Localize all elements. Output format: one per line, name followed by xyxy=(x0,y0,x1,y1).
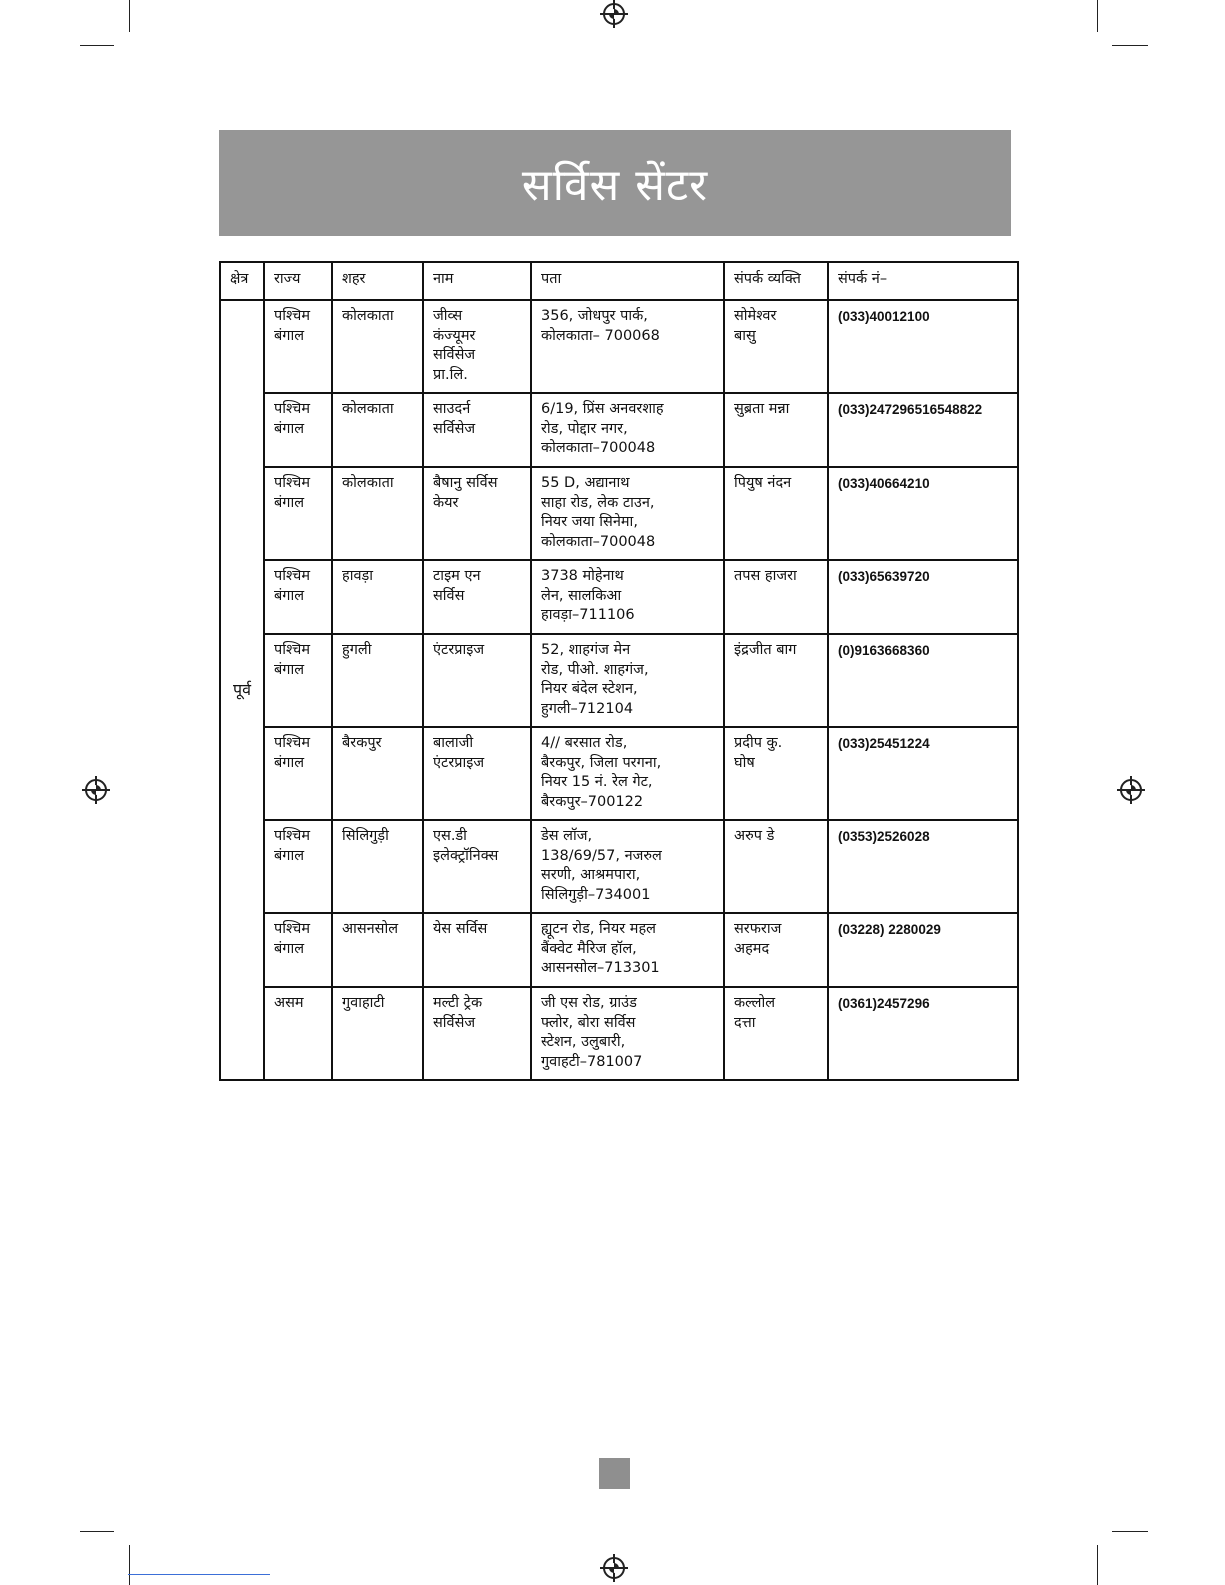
state-cell: पश्चिम बंगाल xyxy=(264,820,332,913)
crop-mark xyxy=(129,1545,130,1585)
crop-mark xyxy=(1112,45,1148,46)
table-row xyxy=(220,913,1018,987)
city-cell: बैरकपुर xyxy=(332,727,423,820)
phone-cell: (0361)2457296 xyxy=(828,987,1018,1080)
contact-person-cell: पियुष नंदन xyxy=(724,467,828,560)
name-cell: मल्टी ट्रेक सर्विसेज xyxy=(423,987,531,1080)
service-center-table xyxy=(219,261,1019,1081)
contact-person-cell: सरफराज अहमद xyxy=(724,913,828,987)
header-contact-number: संपर्क नं– xyxy=(828,262,1018,300)
contact-person-cell: तपस हाजरा xyxy=(724,560,828,634)
city-cell: कोलकाता xyxy=(332,467,423,560)
name-cell: एस.डी इलेक्ट्रॉनिक्स xyxy=(423,820,531,913)
state-cell: पश्चिम बंगाल xyxy=(264,393,332,467)
state-cell: पश्चिम बंगाल xyxy=(264,913,332,987)
table-row xyxy=(220,560,1018,634)
region-cell: पूर्व xyxy=(220,300,264,1080)
title-banner xyxy=(219,130,1011,236)
address-cell: जी एस रोड, ग्राउंड फ्लोर, बोरा सर्विस स्टेशन, उलुबारी, गुवाहटी–781007 xyxy=(531,987,724,1080)
contact-person-cell: अरुप डे xyxy=(724,820,828,913)
crop-mark xyxy=(80,45,114,46)
crop-mark xyxy=(80,1531,114,1532)
registration-mark-icon xyxy=(603,1557,625,1579)
phone-cell: (03228) 2280029 xyxy=(828,913,1018,987)
city-cell: हावड़ा xyxy=(332,560,423,634)
name-cell: एंटरप्राइज xyxy=(423,634,531,727)
registration-mark-icon xyxy=(1120,779,1142,801)
contact-person-cell: सुब्रता मन्ना xyxy=(724,393,828,467)
header-city: शहर xyxy=(332,262,423,300)
name-cell: बैषानु सर्विस केयर xyxy=(423,467,531,560)
address-cell: 6/19, प्रिंस अनवरशाह रोड, पोद्दार नगर, कोलकाता–700048 xyxy=(531,393,724,467)
header-name: नाम xyxy=(423,262,531,300)
page-title: सर्विस सेंटर xyxy=(521,160,709,211)
address-cell: 55 D, अद्यानाथ साहा रोड, लेक टाउन, नियर जया सिनेमा, कोलकाता–700048 xyxy=(531,467,724,560)
city-cell: हुगली xyxy=(332,634,423,727)
phone-cell: (0353)2526028 xyxy=(828,820,1018,913)
name-cell: जीव्स कंज्यूमर सर्विसेज प्रा.लि. xyxy=(423,300,531,393)
table-row xyxy=(220,634,1018,727)
contact-person-cell: सोमेश्वर बासु xyxy=(724,300,828,393)
phone-cell: (033)247296516548822 xyxy=(828,393,1018,467)
table-row xyxy=(220,727,1018,820)
state-cell: पश्चिम बंगाल xyxy=(264,560,332,634)
address-cell: 4// बरसात रोड, बैरकपुर, जिला परगना, नियर 15 नं. रेल गेट, बैरकपुर–700122 xyxy=(531,727,724,820)
registration-mark-icon xyxy=(603,3,625,25)
state-cell: पश्चिम बंगाल xyxy=(264,300,332,393)
table-row xyxy=(220,820,1018,913)
state-cell: पश्चिम बंगाल xyxy=(264,727,332,820)
page-number-box xyxy=(599,1458,630,1489)
crop-mark xyxy=(1097,1545,1098,1585)
crop-mark xyxy=(1112,1531,1148,1532)
city-cell: कोलकाता xyxy=(332,300,423,393)
phone-cell: (033)65639720 xyxy=(828,560,1018,634)
city-cell: आसनसोल xyxy=(332,913,423,987)
contact-person-cell: प्रदीप कु. घोष xyxy=(724,727,828,820)
address-cell: 356, जोधपुर पार्क, कोलकाता– 700068 xyxy=(531,300,724,393)
address-cell: 52, शाहगंज मेन रोड, पीओ. शाहगंज, नियर बंदेल स्टेशन, हुगली–712104 xyxy=(531,634,724,727)
name-cell: टाइम एन सर्विस xyxy=(423,560,531,634)
state-cell: असम xyxy=(264,987,332,1080)
phone-cell: (033)25451224 xyxy=(828,727,1018,820)
link-underline xyxy=(128,1574,270,1575)
city-cell: सिलिगुड़ी xyxy=(332,820,423,913)
address-cell: डेस लॉज, 138/69/57, नजरुल सरणी, आश्रमपारा, सिलिगुड़ी–734001 xyxy=(531,820,724,913)
name-cell: येस सर्विस xyxy=(423,913,531,987)
name-cell: साउदर्न सर्विसेज xyxy=(423,393,531,467)
state-cell: पश्चिम बंगाल xyxy=(264,467,332,560)
city-cell: गुवाहाटी xyxy=(332,987,423,1080)
address-cell: ह्यूटन रोड, नियर महल बैंक्वेट मैरिज हॉल, आसनसोल–713301 xyxy=(531,913,724,987)
table-row xyxy=(220,300,1018,393)
header-contact-person: संपर्क व्यक्ति xyxy=(724,262,828,300)
phone-cell: (0)9163668360 xyxy=(828,634,1018,727)
table-row xyxy=(220,467,1018,560)
table-row xyxy=(220,987,1018,1080)
phone-cell: (033)40664210 xyxy=(828,467,1018,560)
header-region: क्षेत्र xyxy=(220,262,264,300)
header-state: राज्य xyxy=(264,262,332,300)
table-header-row xyxy=(220,262,1018,300)
phone-cell: (033)40012100 xyxy=(828,300,1018,393)
crop-mark xyxy=(129,0,130,32)
address-cell: 3738 मोहेनाथ लेन, सालकिआ हावड़ा–711106 xyxy=(531,560,724,634)
table-row xyxy=(220,393,1018,467)
contact-person-cell: कल्लोल दत्ता xyxy=(724,987,828,1080)
header-address: पता xyxy=(531,262,724,300)
contact-person-cell: इंद्रजीत बाग xyxy=(724,634,828,727)
crop-mark xyxy=(1097,0,1098,32)
city-cell: कोलकाता xyxy=(332,393,423,467)
registration-mark-icon xyxy=(85,779,107,801)
name-cell: बालाजी एंटरप्राइज xyxy=(423,727,531,820)
state-cell: पश्चिम बंगाल xyxy=(264,634,332,727)
